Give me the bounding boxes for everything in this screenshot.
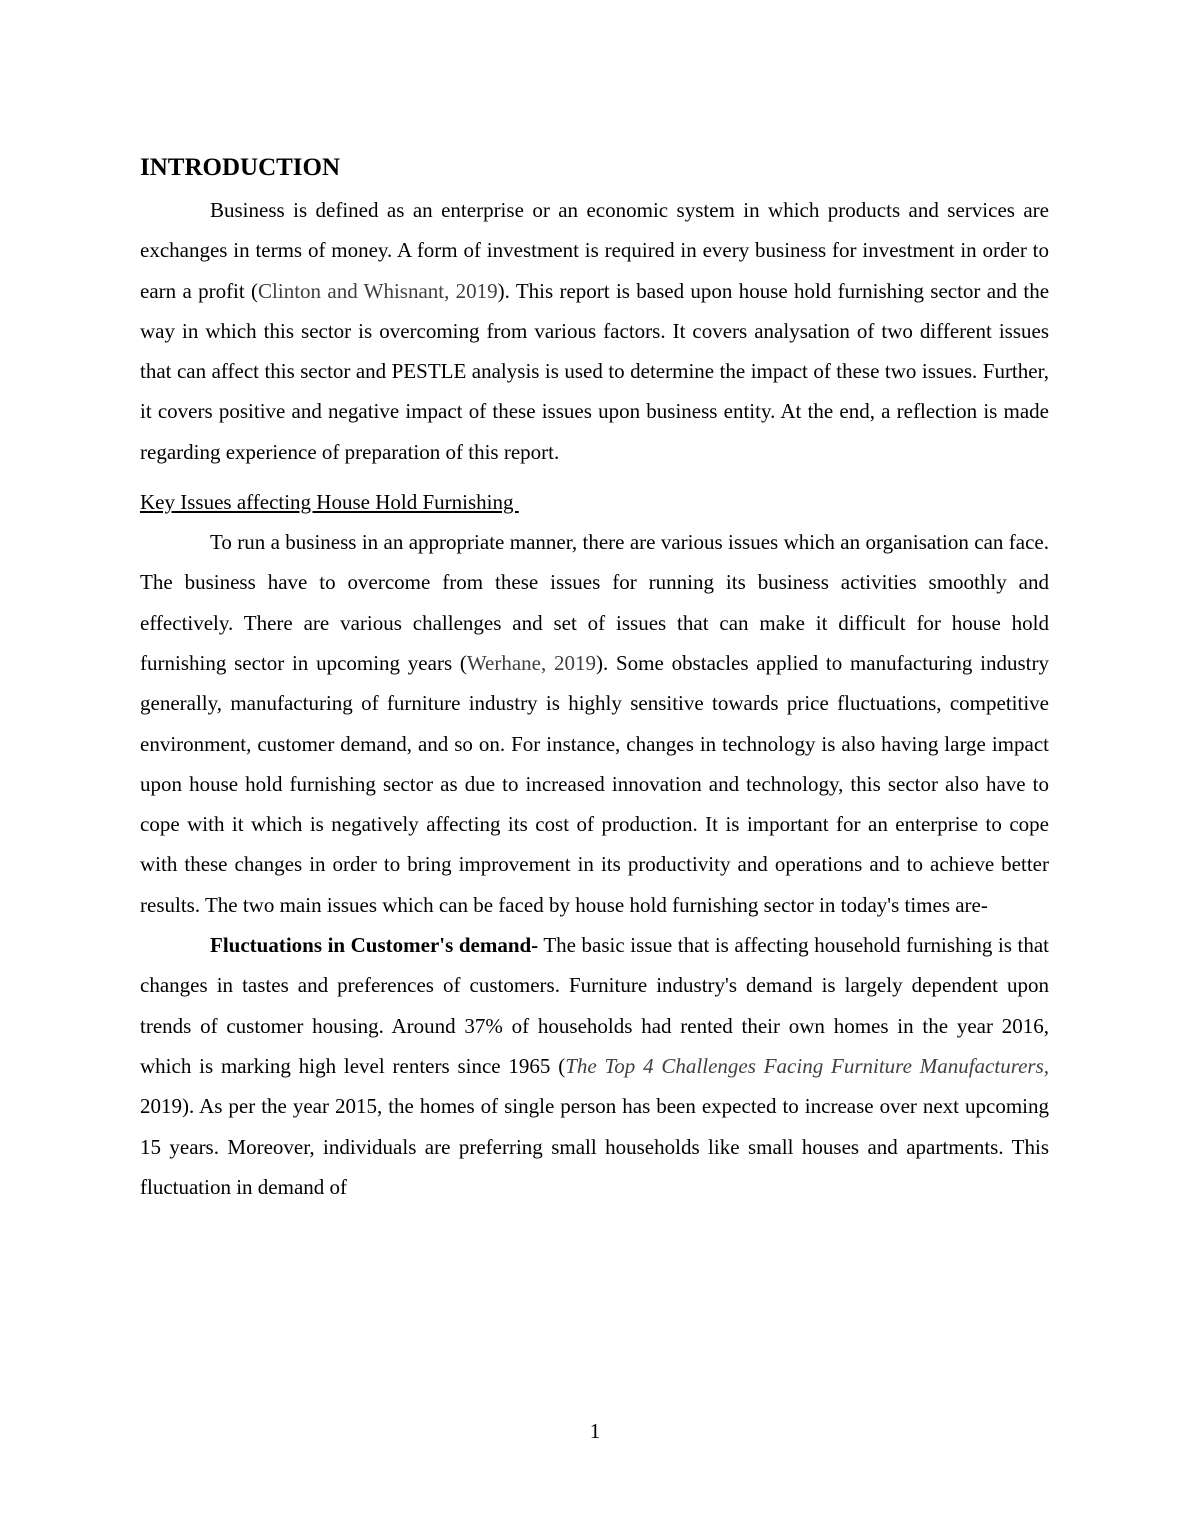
section-heading-introduction: INTRODUCTION (140, 154, 341, 181)
fluctuations-paragraph (140, 925, 1049, 1207)
key-issues-paragraph (140, 522, 1049, 925)
citation-werhane: Werhane, 2019 (466, 650, 596, 675)
citation-top4-title: The Top 4 Challenges Facing Furniture Manufacturers, (565, 1053, 1050, 1078)
document-page (140, 150, 1049, 1207)
subheading-key-issues: Key Issues affecting House Hold Furnishing (140, 490, 519, 515)
citation-top4-year: 2019 (140, 1094, 182, 1119)
intro-text-2: ). This report is based upon house hold furnishing sector and the way in which this sector is overcoming from various factors. It covers analysation of two different issues that can affect this sector and PESTLE analysis is used to determine the impact of these two issues. Further, it covers positive and negative impact of these issues upon business entity. At the end, a reflection is made regarding experience of preparation of this report. (140, 278, 1050, 464)
page-number: 1 (589, 1419, 601, 1443)
fluctuations-text-1: The basic issue that is affecting household furnishing is that changes in tastes and preferences of customers. Furniture industry's demand is largely dependent upon trends of customer housing. Around 37% of households had rented their own homes in the year 2016, which is marking high level renters since 1965 ( (140, 933, 1049, 1078)
intro-paragraph (140, 190, 1049, 472)
key-issues-text-1: To run a business in an appropriate manner, there are various issues which an organisation can face. The business have to overcome from these issues for running its business activities smoothly and effectively. There are various challenges and set of issues that can make it difficult for house hold furnishing sector in upcoming years ( (140, 530, 1049, 675)
citation-clinton: Clinton and Whisnant, 2019 (258, 278, 498, 303)
key-issues-text-2: ). Some obstacles applied to manufacturing industry generally, manufacturing of furniture industry is highly sensitive towards price fluctuations, competitive environment, customer demand, and so on. For instance, changes in technology is also having large impact upon house hold furnishing sector as due to increased innovation and technology, this sector also have to cope with it which is negatively affecting its cost of production. It is important for an enterprise to cope with these changes in order to bring improvement in its productivity and operations and to achieve better results. The two main issues which can be faced by house hold furnishing sector in today's times are- (140, 650, 1049, 917)
fluctuations-text-2: ). As per the year 2015, the homes of single person has been expected to increase over next upcoming 15 years. Moreover, individuals are preferring small households like small houses and apartments. This fluctuation in demand of (140, 1094, 1049, 1199)
intro-text-1: Business is defined as an enterprise or an economic system in which products and services are exchanges in terms of money. A form of investment is required in every business for investment in order to earn a profit ( (140, 198, 1049, 303)
fluctuations-label: Fluctuations in Customer's demand- (210, 933, 539, 958)
